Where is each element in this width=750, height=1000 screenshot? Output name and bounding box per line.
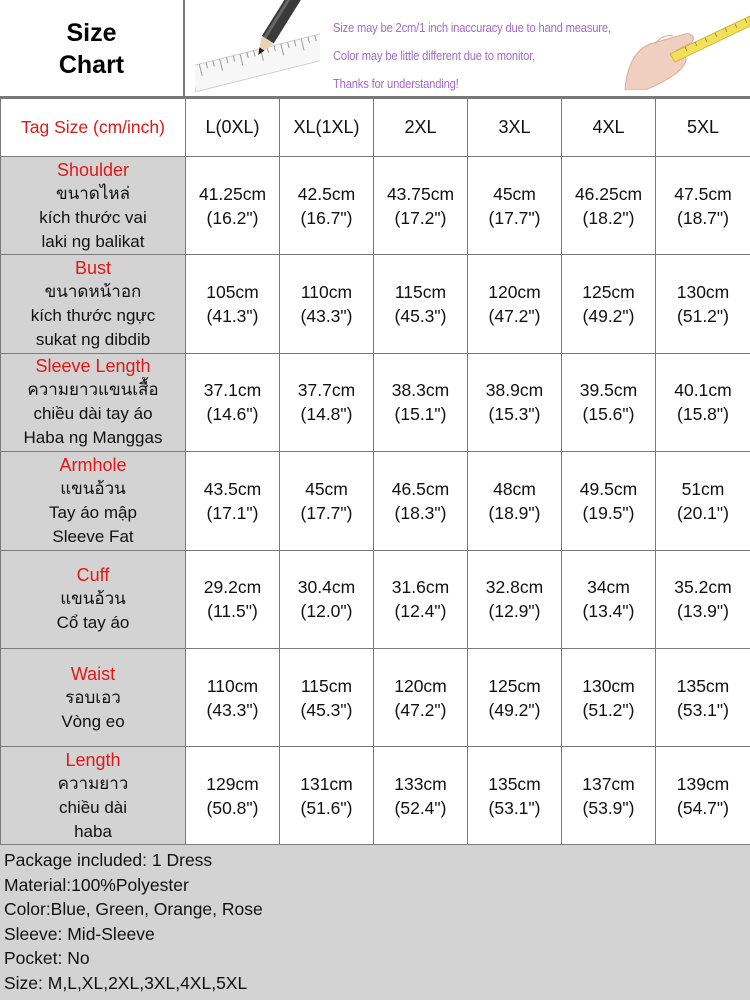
measurement-notice bbox=[333, 14, 633, 98]
value-inch: (15.6") bbox=[582, 404, 635, 425]
value-inch: (51.2") bbox=[677, 306, 729, 327]
measurement-translation: haba bbox=[74, 822, 112, 842]
value-cm: 39.5cm bbox=[579, 380, 638, 401]
measurement-row bbox=[1, 255, 750, 353]
title-line: Size bbox=[66, 19, 117, 47]
measurement-value-cell bbox=[374, 157, 468, 255]
info-line: Size: M,L,XL,2XL,3XL,4XL,5XL bbox=[4, 972, 248, 993]
value-cm: 125cm bbox=[582, 282, 635, 303]
size-header-cell: 5XL bbox=[656, 99, 750, 157]
value-inch: (13.4") bbox=[582, 601, 635, 622]
info-line: Color:Blue, Green, Orange, Rose bbox=[4, 899, 263, 920]
value-cm: 120cm bbox=[488, 282, 541, 303]
measurement-translation: แขนอ้วน bbox=[60, 478, 126, 498]
value-cm: 31.6cm bbox=[391, 577, 450, 598]
measurement-name: Armhole bbox=[59, 454, 127, 475]
measurement-name: Sleeve Length bbox=[35, 356, 151, 377]
value-cm: 38.9cm bbox=[485, 380, 544, 401]
measurement-translation: ความยาว bbox=[57, 774, 129, 794]
size-header-cell: L(0XL) bbox=[186, 99, 280, 157]
value-inch: (47.2") bbox=[394, 699, 447, 720]
measurement-translation: ความยาวแขนเสื้อ bbox=[27, 380, 159, 400]
value-inch: (18.9") bbox=[488, 502, 541, 523]
measurement-label-cell bbox=[1, 747, 186, 845]
value-inch: (16.2") bbox=[206, 207, 259, 228]
value-inch: (51.2") bbox=[582, 699, 635, 720]
measurement-translation: รอบเอว bbox=[65, 687, 121, 707]
measurement-translation: sukat ng dibdib bbox=[35, 330, 151, 350]
measurement-translation: ขนาดไหล่ bbox=[55, 183, 130, 203]
measurement-value-cell bbox=[562, 255, 656, 353]
value-inch: (53.9") bbox=[582, 798, 635, 819]
hand-measuring-tape-illustration bbox=[615, 10, 750, 90]
value-cm: 46.5cm bbox=[391, 478, 450, 499]
value-cm: 38.3cm bbox=[391, 380, 450, 401]
size-table bbox=[0, 98, 750, 846]
measurement-value-cell bbox=[186, 353, 280, 451]
value-cm: 120cm bbox=[394, 675, 447, 696]
value-cm: 129cm bbox=[206, 774, 259, 795]
measurement-value-cell bbox=[468, 452, 562, 550]
measurement-value-cell bbox=[280, 157, 374, 255]
info-line: Material:100%Polyester bbox=[4, 874, 189, 895]
measurement-translation: Vòng eo bbox=[61, 711, 125, 731]
measurement-value-cell bbox=[468, 157, 562, 255]
size-header-cell: 4XL bbox=[562, 99, 656, 157]
info-line: Sleeve: Mid-Sleeve bbox=[4, 923, 155, 944]
measurement-value-cell bbox=[186, 255, 280, 353]
measurement-value-cell bbox=[656, 353, 750, 451]
value-inch: (15.3") bbox=[488, 404, 541, 425]
measurement-value-cell bbox=[186, 550, 280, 648]
measurement-name: Bust bbox=[74, 258, 112, 279]
value-cm: 45cm bbox=[493, 183, 536, 204]
measurement-name: Cuff bbox=[76, 565, 110, 586]
value-inch: (50.8") bbox=[206, 798, 259, 819]
value-cm: 35.2cm bbox=[674, 577, 732, 598]
measurement-value-cell bbox=[562, 550, 656, 648]
measurement-value-cell bbox=[656, 255, 750, 353]
value-cm: 130cm bbox=[676, 282, 730, 303]
value-cm: 51cm bbox=[681, 478, 725, 499]
measurement-row bbox=[1, 452, 750, 550]
value-inch: (19.5") bbox=[582, 502, 635, 523]
value-inch: (17.2") bbox=[394, 207, 447, 228]
value-cm: 30.4cm bbox=[297, 577, 356, 598]
measurement-value-cell bbox=[468, 747, 562, 845]
measurement-row bbox=[1, 550, 750, 648]
value-inch: (13.9") bbox=[677, 601, 729, 622]
value-cm: 37.1cm bbox=[203, 380, 262, 401]
measurement-translation: Cổ tay áo bbox=[56, 613, 130, 633]
measurement-label-cell bbox=[1, 157, 186, 255]
measurement-value-cell bbox=[280, 452, 374, 550]
value-inch: (18.7") bbox=[677, 207, 729, 228]
value-inch: (45.3") bbox=[300, 699, 353, 720]
value-inch: (14.6") bbox=[206, 404, 259, 425]
value-inch: (54.7") bbox=[677, 798, 729, 819]
measurement-translation: laki ng balikat bbox=[41, 231, 145, 251]
measurement-translation: แขนอ้วน bbox=[60, 589, 126, 609]
measurement-row bbox=[1, 353, 750, 451]
measurement-value-cell bbox=[562, 747, 656, 845]
value-cm: 47.5cm bbox=[674, 183, 732, 204]
measurement-value-cell bbox=[656, 747, 750, 845]
value-cm: 37.7cm bbox=[297, 380, 356, 401]
value-cm: 45cm bbox=[305, 478, 348, 499]
value-inch: (12.4") bbox=[394, 601, 447, 622]
measurement-value-cell bbox=[656, 157, 750, 255]
info-line: Package included: 1 Dress bbox=[4, 850, 213, 870]
measurement-name: Length bbox=[65, 750, 121, 771]
value-inch: (12.9") bbox=[488, 601, 541, 622]
measurement-translation: Sleeve Fat bbox=[52, 526, 134, 546]
value-inch: (15.8") bbox=[677, 404, 729, 425]
measurement-label-cell bbox=[1, 255, 186, 353]
value-cm: 48cm bbox=[493, 478, 536, 499]
measurement-label-cell bbox=[1, 452, 186, 550]
value-cm: 131cm bbox=[300, 774, 353, 795]
value-inch: (17.7") bbox=[300, 502, 353, 523]
measurement-row bbox=[1, 648, 750, 746]
value-inch: (49.2") bbox=[488, 699, 541, 720]
measurement-value-cell bbox=[374, 452, 468, 550]
measurement-value-cell bbox=[468, 353, 562, 451]
measurement-value-cell bbox=[280, 648, 374, 746]
value-cm: 42.5cm bbox=[297, 183, 356, 204]
value-inch: (17.7") bbox=[488, 207, 541, 228]
value-cm: 49.5cm bbox=[579, 478, 638, 499]
value-inch: (41.3") bbox=[206, 306, 259, 327]
measurement-row bbox=[1, 157, 750, 255]
product-info bbox=[0, 844, 750, 1000]
value-inch: (11.5") bbox=[207, 601, 258, 622]
measurement-value-cell bbox=[656, 550, 750, 648]
value-cm: 130cm bbox=[582, 675, 635, 696]
notice-line: Size may be 2cm/1 inch inaccuracy due to hand measure, bbox=[333, 20, 611, 35]
measurement-translation: chiều dài tay áo bbox=[33, 404, 153, 424]
measurement-value-cell bbox=[280, 550, 374, 648]
value-cm: 110cm bbox=[206, 675, 259, 696]
measurement-value-cell bbox=[374, 255, 468, 353]
value-inch: (18.2") bbox=[582, 207, 635, 228]
size-header-cell: 3XL bbox=[468, 99, 562, 157]
measurement-value-cell bbox=[562, 353, 656, 451]
measurement-value-cell bbox=[186, 157, 280, 255]
measurement-value-cell bbox=[374, 550, 468, 648]
value-inch: (14.8") bbox=[300, 404, 353, 425]
measurement-value-cell bbox=[562, 157, 656, 255]
measurement-value-cell bbox=[656, 648, 750, 746]
value-inch: (16.7") bbox=[300, 207, 353, 228]
value-inch: (15.1") bbox=[394, 404, 447, 425]
measurement-translation: Haba ng Manggas bbox=[23, 428, 163, 448]
info-line: Pocket: No bbox=[4, 948, 90, 969]
notice-line: Thanks for understanding! bbox=[333, 76, 459, 91]
measurement-translation: kích thước ngực bbox=[30, 306, 156, 326]
value-cm: 34cm bbox=[587, 577, 630, 598]
measurement-value-cell bbox=[374, 648, 468, 746]
measurement-row bbox=[1, 747, 750, 845]
value-cm: 135cm bbox=[676, 675, 730, 696]
value-inch: (20.1") bbox=[677, 502, 729, 523]
measurement-value-cell bbox=[656, 452, 750, 550]
value-cm: 115cm bbox=[300, 675, 353, 696]
measurement-translation: ขนาดหน้าอก bbox=[44, 282, 142, 302]
value-inch: (53.1") bbox=[488, 798, 541, 819]
value-cm: 29.2cm bbox=[203, 577, 262, 598]
measurement-translation: chiều dài bbox=[58, 798, 128, 818]
pencil-ruler-illustration bbox=[195, 0, 320, 96]
tag-size-header: Tag Size (cm/inch) bbox=[1, 99, 186, 157]
value-cm: 137cm bbox=[582, 774, 635, 795]
value-cm: 115cm bbox=[394, 282, 447, 303]
value-inch: (53.1") bbox=[677, 699, 729, 720]
measurement-value-cell bbox=[468, 255, 562, 353]
measurement-name: Shoulder bbox=[56, 159, 130, 180]
measurement-value-cell bbox=[280, 747, 374, 845]
value-inch: (51.6") bbox=[300, 798, 353, 819]
value-inch: (43.3") bbox=[300, 306, 353, 327]
measurement-value-cell bbox=[468, 550, 562, 648]
measurement-label-cell bbox=[1, 648, 186, 746]
notice-line: Color may be little different due to monitor, bbox=[333, 48, 536, 63]
value-inch: (47.2") bbox=[488, 306, 541, 327]
value-cm: 43.75cm bbox=[386, 183, 455, 204]
value-inch: (18.3") bbox=[394, 502, 447, 523]
value-inch: (12.0") bbox=[300, 601, 353, 622]
value-cm: 105cm bbox=[206, 282, 259, 303]
measurement-value-cell bbox=[280, 255, 374, 353]
value-inch: (17.1") bbox=[206, 502, 259, 523]
measurement-translation: Tay áo mập bbox=[49, 502, 137, 522]
measurement-label-cell bbox=[1, 550, 186, 648]
measurement-value-cell bbox=[374, 353, 468, 451]
value-cm: 110cm bbox=[300, 282, 353, 303]
measurement-label-cell bbox=[1, 353, 186, 451]
measurement-value-cell bbox=[280, 353, 374, 451]
size-header-row bbox=[1, 99, 750, 157]
size-header-cell: XL(1XL) bbox=[280, 99, 374, 157]
measurement-translation: kích thước vai bbox=[39, 207, 147, 227]
measurement-value-cell bbox=[374, 747, 468, 845]
value-inch: (43.3") bbox=[206, 699, 259, 720]
value-cm: 139cm bbox=[676, 774, 730, 795]
measurement-value-cell bbox=[562, 648, 656, 746]
size-chart-title bbox=[0, 0, 185, 98]
value-inch: (52.4") bbox=[394, 798, 447, 819]
value-cm: 135cm bbox=[488, 774, 541, 795]
value-inch: (45.3") bbox=[394, 306, 447, 327]
measurement-value-cell bbox=[186, 648, 280, 746]
value-cm: 41.25cm bbox=[198, 183, 267, 204]
value-cm: 125cm bbox=[488, 675, 541, 696]
size-header-cell: 2XL bbox=[374, 99, 468, 157]
value-cm: 43.5cm bbox=[203, 478, 262, 499]
value-cm: 32.8cm bbox=[485, 577, 544, 598]
measurement-value-cell bbox=[562, 452, 656, 550]
header-banner bbox=[0, 0, 750, 98]
value-inch: (49.2") bbox=[582, 306, 635, 327]
measurement-value-cell bbox=[468, 648, 562, 746]
value-cm: 46.25cm bbox=[574, 183, 643, 204]
value-cm: 133cm bbox=[394, 774, 447, 795]
value-cm: 40.1cm bbox=[674, 380, 732, 401]
measurement-name: Waist bbox=[70, 663, 116, 684]
title-line: Chart bbox=[58, 51, 125, 79]
measurement-value-cell bbox=[186, 747, 280, 845]
measurement-value-cell bbox=[186, 452, 280, 550]
